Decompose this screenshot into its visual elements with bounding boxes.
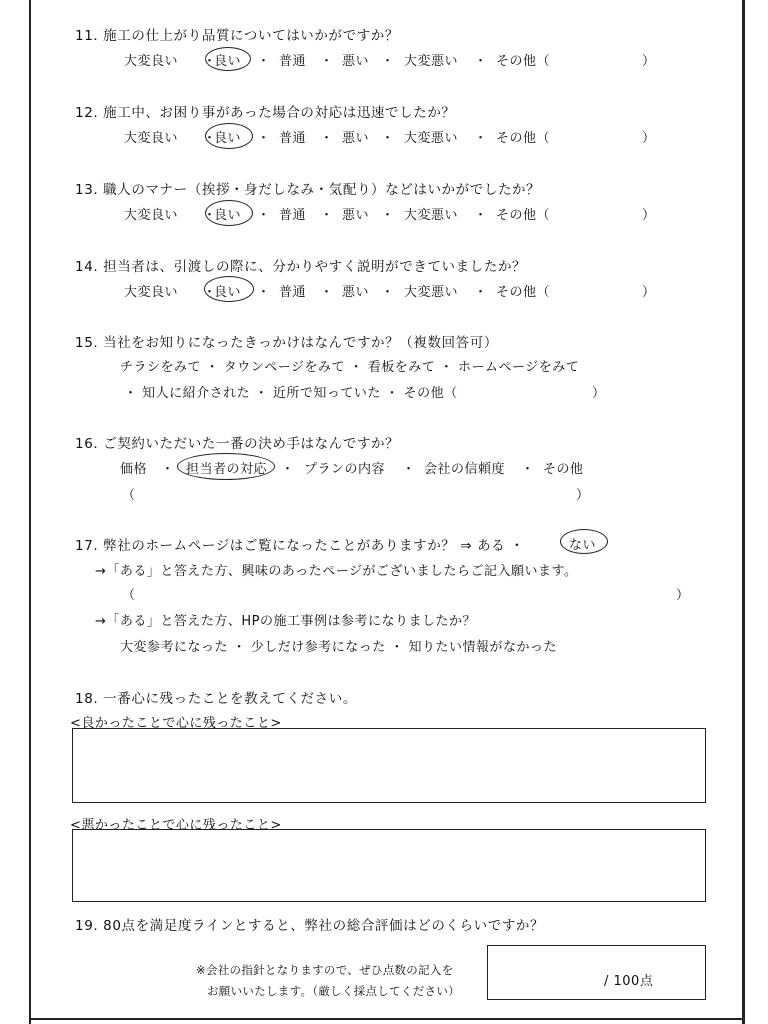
option-good[interactable]: 良い (214, 131, 242, 146)
option-other[interactable]: その他（ (496, 285, 551, 300)
option-very-bad[interactable]: 大変悪い (404, 131, 459, 146)
option-very-bad[interactable]: 大変悪い (404, 54, 459, 69)
option-very-good[interactable]: 大変良い (124, 54, 179, 69)
page-border-right (742, 0, 745, 1024)
question-17-sub1: →「ある」と答えた方、興味のあったページがございましたらご記入願います。 (95, 564, 578, 579)
option-plan-content[interactable]: プランの内容 (304, 462, 386, 477)
option-normal[interactable]: 普通 (279, 208, 307, 223)
option-normal[interactable]: 普通 (279, 285, 307, 300)
close-paren: ） (642, 131, 656, 146)
option-normal[interactable]: 普通 (279, 131, 307, 146)
option-good[interactable]: 良い (214, 285, 242, 300)
option-other[interactable]: その他（ (496, 208, 551, 223)
question-12-title: 12. 施工中、お困り事があった場合の対応は迅速でしたか？ (75, 105, 456, 121)
option-very-bad[interactable]: 大変悪い (404, 285, 459, 300)
bad-memory-label: <悪かったことで心に残ったこと> (70, 818, 282, 833)
question-16-title: 16. ご契約いただいた一番の決め手はなんですか？ (75, 436, 400, 452)
score-note-line2: お願いいたします。（厳しく採点してください） (207, 984, 460, 998)
close-paren: ） (592, 386, 606, 401)
question-14-title: 14. 担当者は、引渡しの際に、分かりやすく説明ができていましたか？ (75, 259, 527, 275)
score-denominator: / 100点 (604, 974, 654, 989)
option-bad[interactable]: 悪い (342, 131, 370, 146)
option-very-good[interactable]: 大変良い (124, 208, 179, 223)
option-very-good[interactable]: 大変良い (124, 285, 179, 300)
question-15-title: 15. 当社をお知りになったきっかけはなんですか？（複数回答可） (75, 335, 498, 351)
option-other[interactable]: その他（ (496, 131, 551, 146)
question-15-options-line1[interactable]: チラシをみて ・ タウンページをみて ・ 看板をみて ・ ホームページをみて (120, 360, 580, 375)
close-paren: ） (642, 208, 656, 223)
option-other[interactable]: その他（ (496, 54, 551, 69)
question-13-title: 13. 職人のマナー（挨拶・身だしなみ・気配り）などはいかがでしたか？ (75, 182, 541, 198)
open-paren: （ (122, 488, 136, 503)
option-no[interactable]: ない (569, 538, 597, 553)
question-11-title: 11. 施工の仕上がり品質についてはいかがですか？ (75, 28, 399, 44)
question-17-options[interactable]: 大変参考になった ・ 少しだけ参考になった ・ 知りたい情報がなかった (120, 640, 558, 655)
bad-memory-box[interactable] (72, 829, 706, 902)
question-17-title: 17. 弊社のホームページはご覧になったことがありますか？ ⇒ ある ・ (75, 538, 525, 554)
good-memory-box[interactable] (72, 728, 706, 803)
score-box[interactable] (487, 945, 706, 1000)
open-paren: （ (122, 588, 136, 603)
option-bad[interactable]: 悪い (342, 285, 370, 300)
page-border-left (29, 0, 31, 1024)
page-border-bottom (29, 1018, 745, 1020)
question-15-options-line2[interactable]: ・ 知人に紹介された ・ 近所で知っていた ・ その他（ (124, 386, 458, 401)
close-paren: ） (676, 588, 690, 603)
option-bad[interactable]: 悪い (342, 54, 370, 69)
question-19-title: 19. 80点を満足度ラインとすると、弊社の総合評価はどのくらいですか？ (75, 918, 545, 934)
question-17-sub2: →「ある」と答えた方、HPの施工事例は参考になりましたか？ (95, 614, 477, 629)
option-very-good[interactable]: 大変良い (124, 131, 179, 146)
score-note-line1: ※会社の指針となりますので、ぜひ点数の記入を (196, 963, 454, 977)
option-good[interactable]: 良い (214, 208, 242, 223)
option-normal[interactable]: 普通 (279, 54, 307, 69)
option-staff-response[interactable]: 担当者の対応 (186, 462, 268, 477)
option-other[interactable]: その他 (543, 462, 584, 477)
question-18-title: 18. 一番心に残ったことを教えてください。 (75, 691, 357, 707)
close-paren: ） (642, 285, 656, 300)
option-good[interactable]: 良い (214, 54, 242, 69)
good-memory-label: <良かったことで心に残ったこと> (70, 716, 282, 731)
option-bad[interactable]: 悪い (342, 208, 370, 223)
option-very-bad[interactable]: 大変悪い (404, 208, 459, 223)
option-price[interactable]: 価格 (120, 462, 148, 477)
close-paren: ） (642, 54, 656, 69)
close-paren: ） (576, 488, 590, 503)
option-company-trust[interactable]: 会社の信頼度 (424, 462, 506, 477)
